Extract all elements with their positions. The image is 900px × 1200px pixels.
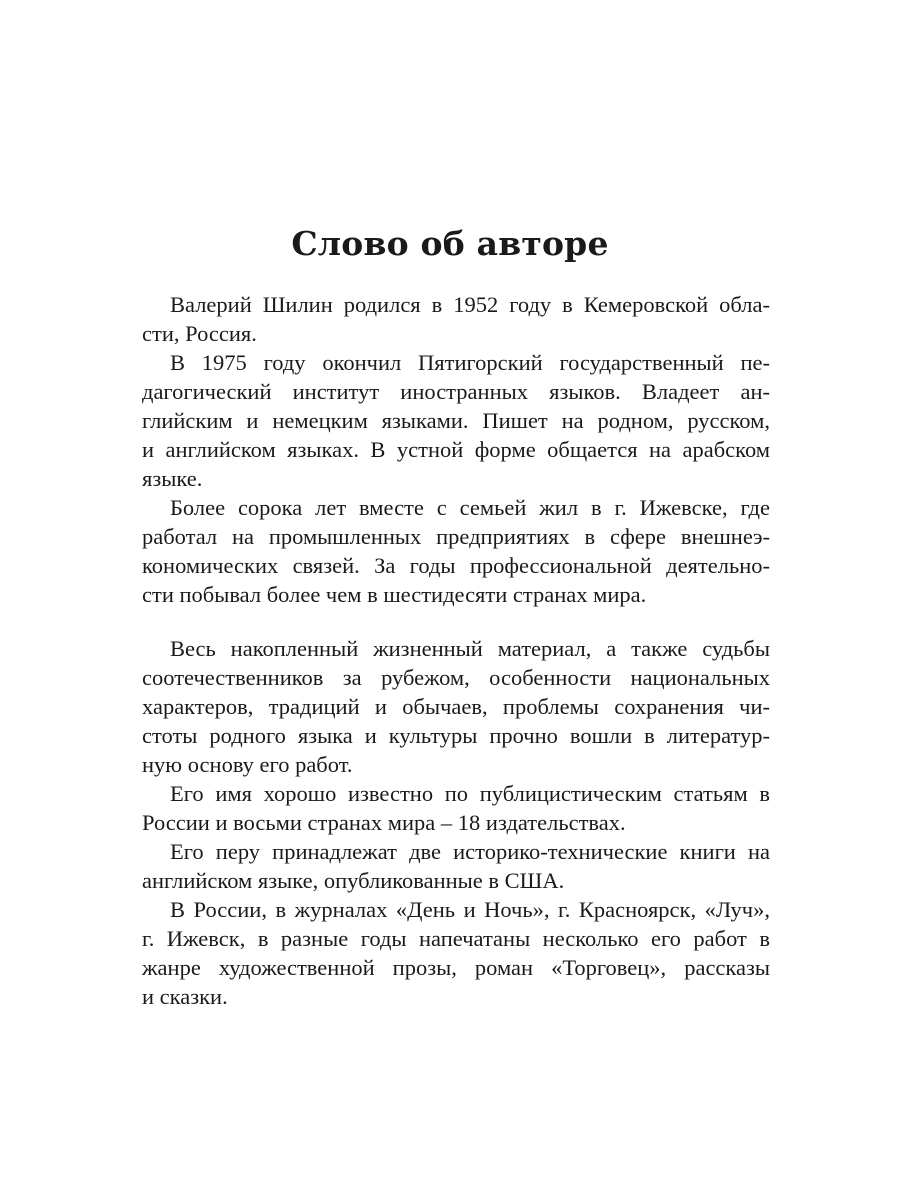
text-line: г. Ижевск, в разные годы напечатаны несколько его работ в — [142, 926, 770, 951]
text-line: Более сорока лет вместе с семьей жил в г. Ижевске, где — [170, 495, 770, 520]
text-line: и английском языках. В устной форме общается на арабском — [142, 437, 770, 462]
text-line: языке. — [142, 466, 203, 491]
text-line: работал на промышленных предприятиях в сфере внешнеэ- — [142, 524, 770, 549]
text-line: сти, Россия. — [142, 321, 257, 346]
text-line: России и восьми странах мира – 18 издательствах. — [142, 810, 626, 835]
text-line: Весь накопленный жизненный материал, а также судьбы — [170, 636, 770, 661]
text-line: стоты родного языка и культуры прочно вошли в литератур- — [142, 723, 770, 748]
text-line: дагогический институт иностранных языков. Владеет ан- — [142, 379, 770, 404]
text-line: соотечественников за рубежом, особенности национальных — [142, 665, 770, 690]
text-line: кономических связей. За годы профессиональной деятельно- — [142, 553, 770, 578]
page-title: Слово об авторе — [291, 224, 609, 263]
text-line: В 1975 году окончил Пятигорский государственный пе- — [170, 350, 770, 375]
text-line: Валерий Шилин родился в 1952 году в Кемеровской обла- — [170, 292, 770, 317]
text-line: характеров, традиций и обычаев, проблемы сохранения чи- — [142, 694, 770, 719]
text-line: и сказки. — [142, 984, 228, 1009]
text-line: В России, в журналах «День и Ночь», г. Красноярск, «Луч», — [170, 897, 770, 922]
text-line: английском языке, опубликованные в США. — [142, 868, 565, 893]
text-line: жанре художественной прозы, роман «Торговец», рассказы — [142, 955, 770, 980]
text-line: Его имя хорошо известно по публицистическим статьям в — [170, 781, 770, 806]
text-line: Его перу принадлежат две историко-технические книги на — [170, 839, 770, 864]
text-line: глийским и немецким языками. Пишет на родном, русском, — [142, 408, 770, 433]
text-line: сти побывал более чем в шестидесяти странах мира. — [142, 582, 647, 607]
text-line: ную основу его работ. — [142, 752, 353, 777]
